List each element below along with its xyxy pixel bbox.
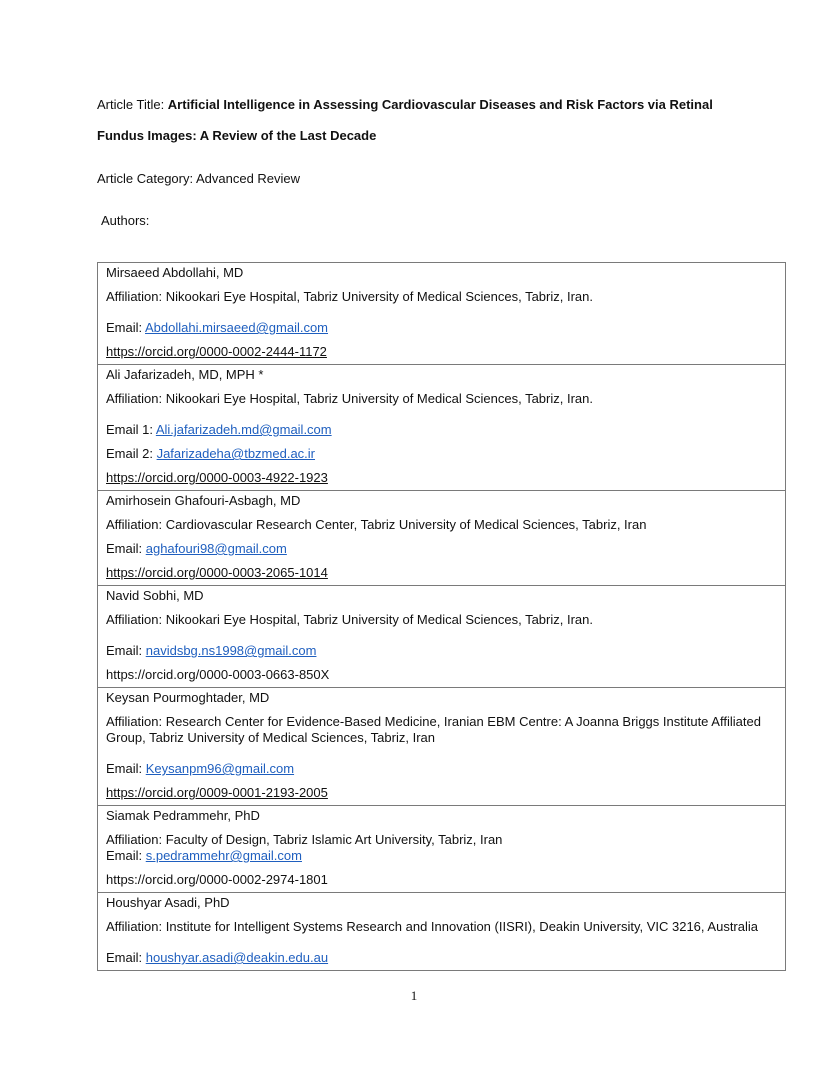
author-affiliation: Affiliation: Cardiovascular Research Center, Tabriz University of Medical Sciences, Tabriz, Iran	[106, 517, 647, 532]
author-affiliation-line-2: Group, Tabriz University of Medical Sciences, Tabriz, Iran	[106, 730, 435, 745]
article-title-text-1: Artificial Intelligence in Assessing Cardiovascular Diseases and Risk Factors via Retinal	[167, 97, 713, 112]
author-email-row	[106, 541, 785, 557]
author-affiliation: Affiliation: Nikookari Eye Hospital, Tabriz University of Medical Sciences, Tabriz, Iran.	[106, 289, 593, 304]
email-label: Email:	[106, 848, 146, 863]
author-cell	[98, 585, 785, 687]
author-affiliation: Affiliation: Institute for Intelligent Systems Research and Innovation (IISRI), Deakin University, VIC 3216, Australia	[106, 919, 758, 934]
author-affiliation-line-1: Affiliation: Research Center for Evidence-Based Medicine, Iranian EBM Centre: A Joanna Briggs Institute Affiliated	[106, 714, 761, 729]
orcid-link[interactable]: https://orcid.org/0000-0002-2444-1172	[106, 344, 327, 359]
email-link[interactable]: Ali.jafarizadeh.md@gmail.com	[155, 422, 332, 437]
author-name: Navid Sobhi, MD	[106, 588, 204, 603]
email-link[interactable]: Keysanpm96@gmail.com	[145, 761, 295, 776]
email-label: Email:	[106, 761, 146, 776]
article-title-label: Article Title:	[97, 97, 168, 112]
author-cell	[98, 364, 785, 490]
author-email-row	[106, 446, 785, 462]
author-email-row	[106, 422, 785, 438]
author-name: Mirsaeed Abdollahi, MD	[106, 265, 244, 280]
page-number: 1	[410, 988, 418, 1003]
email-label: Email:	[106, 320, 146, 335]
author-email-row	[106, 848, 785, 864]
author-name: Ali Jafarizadeh, MD, MPH *	[106, 367, 264, 382]
author-affiliation: Affiliation: Nikookari Eye Hospital, Tabriz University of Medical Sciences, Tabriz, Iran.	[106, 612, 593, 627]
author-email-row	[106, 950, 785, 966]
author-cell	[98, 490, 785, 585]
article-title-line-1	[97, 97, 713, 113]
email-label: Email:	[106, 950, 146, 965]
author-email-row	[106, 643, 785, 659]
orcid-link[interactable]: https://orcid.org/0000-0003-2065-1014	[106, 565, 328, 580]
authors-heading: Authors:	[101, 213, 150, 228]
authors-table	[97, 262, 786, 971]
article-category: Article Category: Advanced Review	[97, 171, 301, 186]
author-name: Siamak Pedrammehr, PhD	[106, 808, 260, 823]
author-affiliation: Affiliation: Nikookari Eye Hospital, Tabriz University of Medical Sciences, Tabriz, Iran.	[106, 391, 593, 406]
author-name: Amirhosein Ghafouri-Asbagh, MD	[106, 493, 301, 508]
email-link[interactable]: navidsbg.ns1998@gmail.com	[145, 643, 317, 658]
orcid-link[interactable]: https://orcid.org/0009-0001-2193-2005	[106, 785, 328, 800]
author-affiliation: Affiliation: Faculty of Design, Tabriz Islamic Art University, Tabriz, Iran	[106, 832, 503, 847]
orcid-text: https://orcid.org/0000-0002-2974-1801	[106, 872, 328, 887]
orcid-text: https://orcid.org/0000-0003-0663-850X	[106, 667, 330, 682]
email-label: Email:	[106, 643, 146, 658]
author-cell	[98, 805, 785, 892]
email-label: Email 1:	[106, 422, 156, 437]
author-name: Keysan Pourmoghtader, MD	[106, 690, 270, 705]
author-email-row	[106, 761, 785, 777]
author-cell	[98, 263, 785, 364]
email-link[interactable]: houshyar.asadi@deakin.edu.au	[145, 950, 329, 965]
author-name: Houshyar Asadi, PhD	[106, 895, 230, 910]
email-label: Email:	[106, 541, 146, 556]
article-title-line-2	[97, 128, 376, 144]
article-title-text-2: Fundus Images: A Review of the Last Decade	[97, 128, 377, 143]
author-email-row	[106, 320, 785, 336]
email-link[interactable]: s.pedrammehr@gmail.com	[145, 848, 302, 863]
email-link[interactable]: aghafouri98@gmail.com	[145, 541, 287, 556]
email-label: Email 2:	[106, 446, 157, 461]
email-link[interactable]: Abdollahi.mirsaeed@gmail.com	[145, 320, 329, 335]
orcid-link[interactable]: https://orcid.org/0000-0003-4922-1923	[106, 470, 328, 485]
email-link[interactable]: Jafarizadeha@tbzmed.ac.ir	[156, 446, 316, 461]
author-cell	[98, 892, 785, 970]
author-cell	[98, 687, 785, 805]
